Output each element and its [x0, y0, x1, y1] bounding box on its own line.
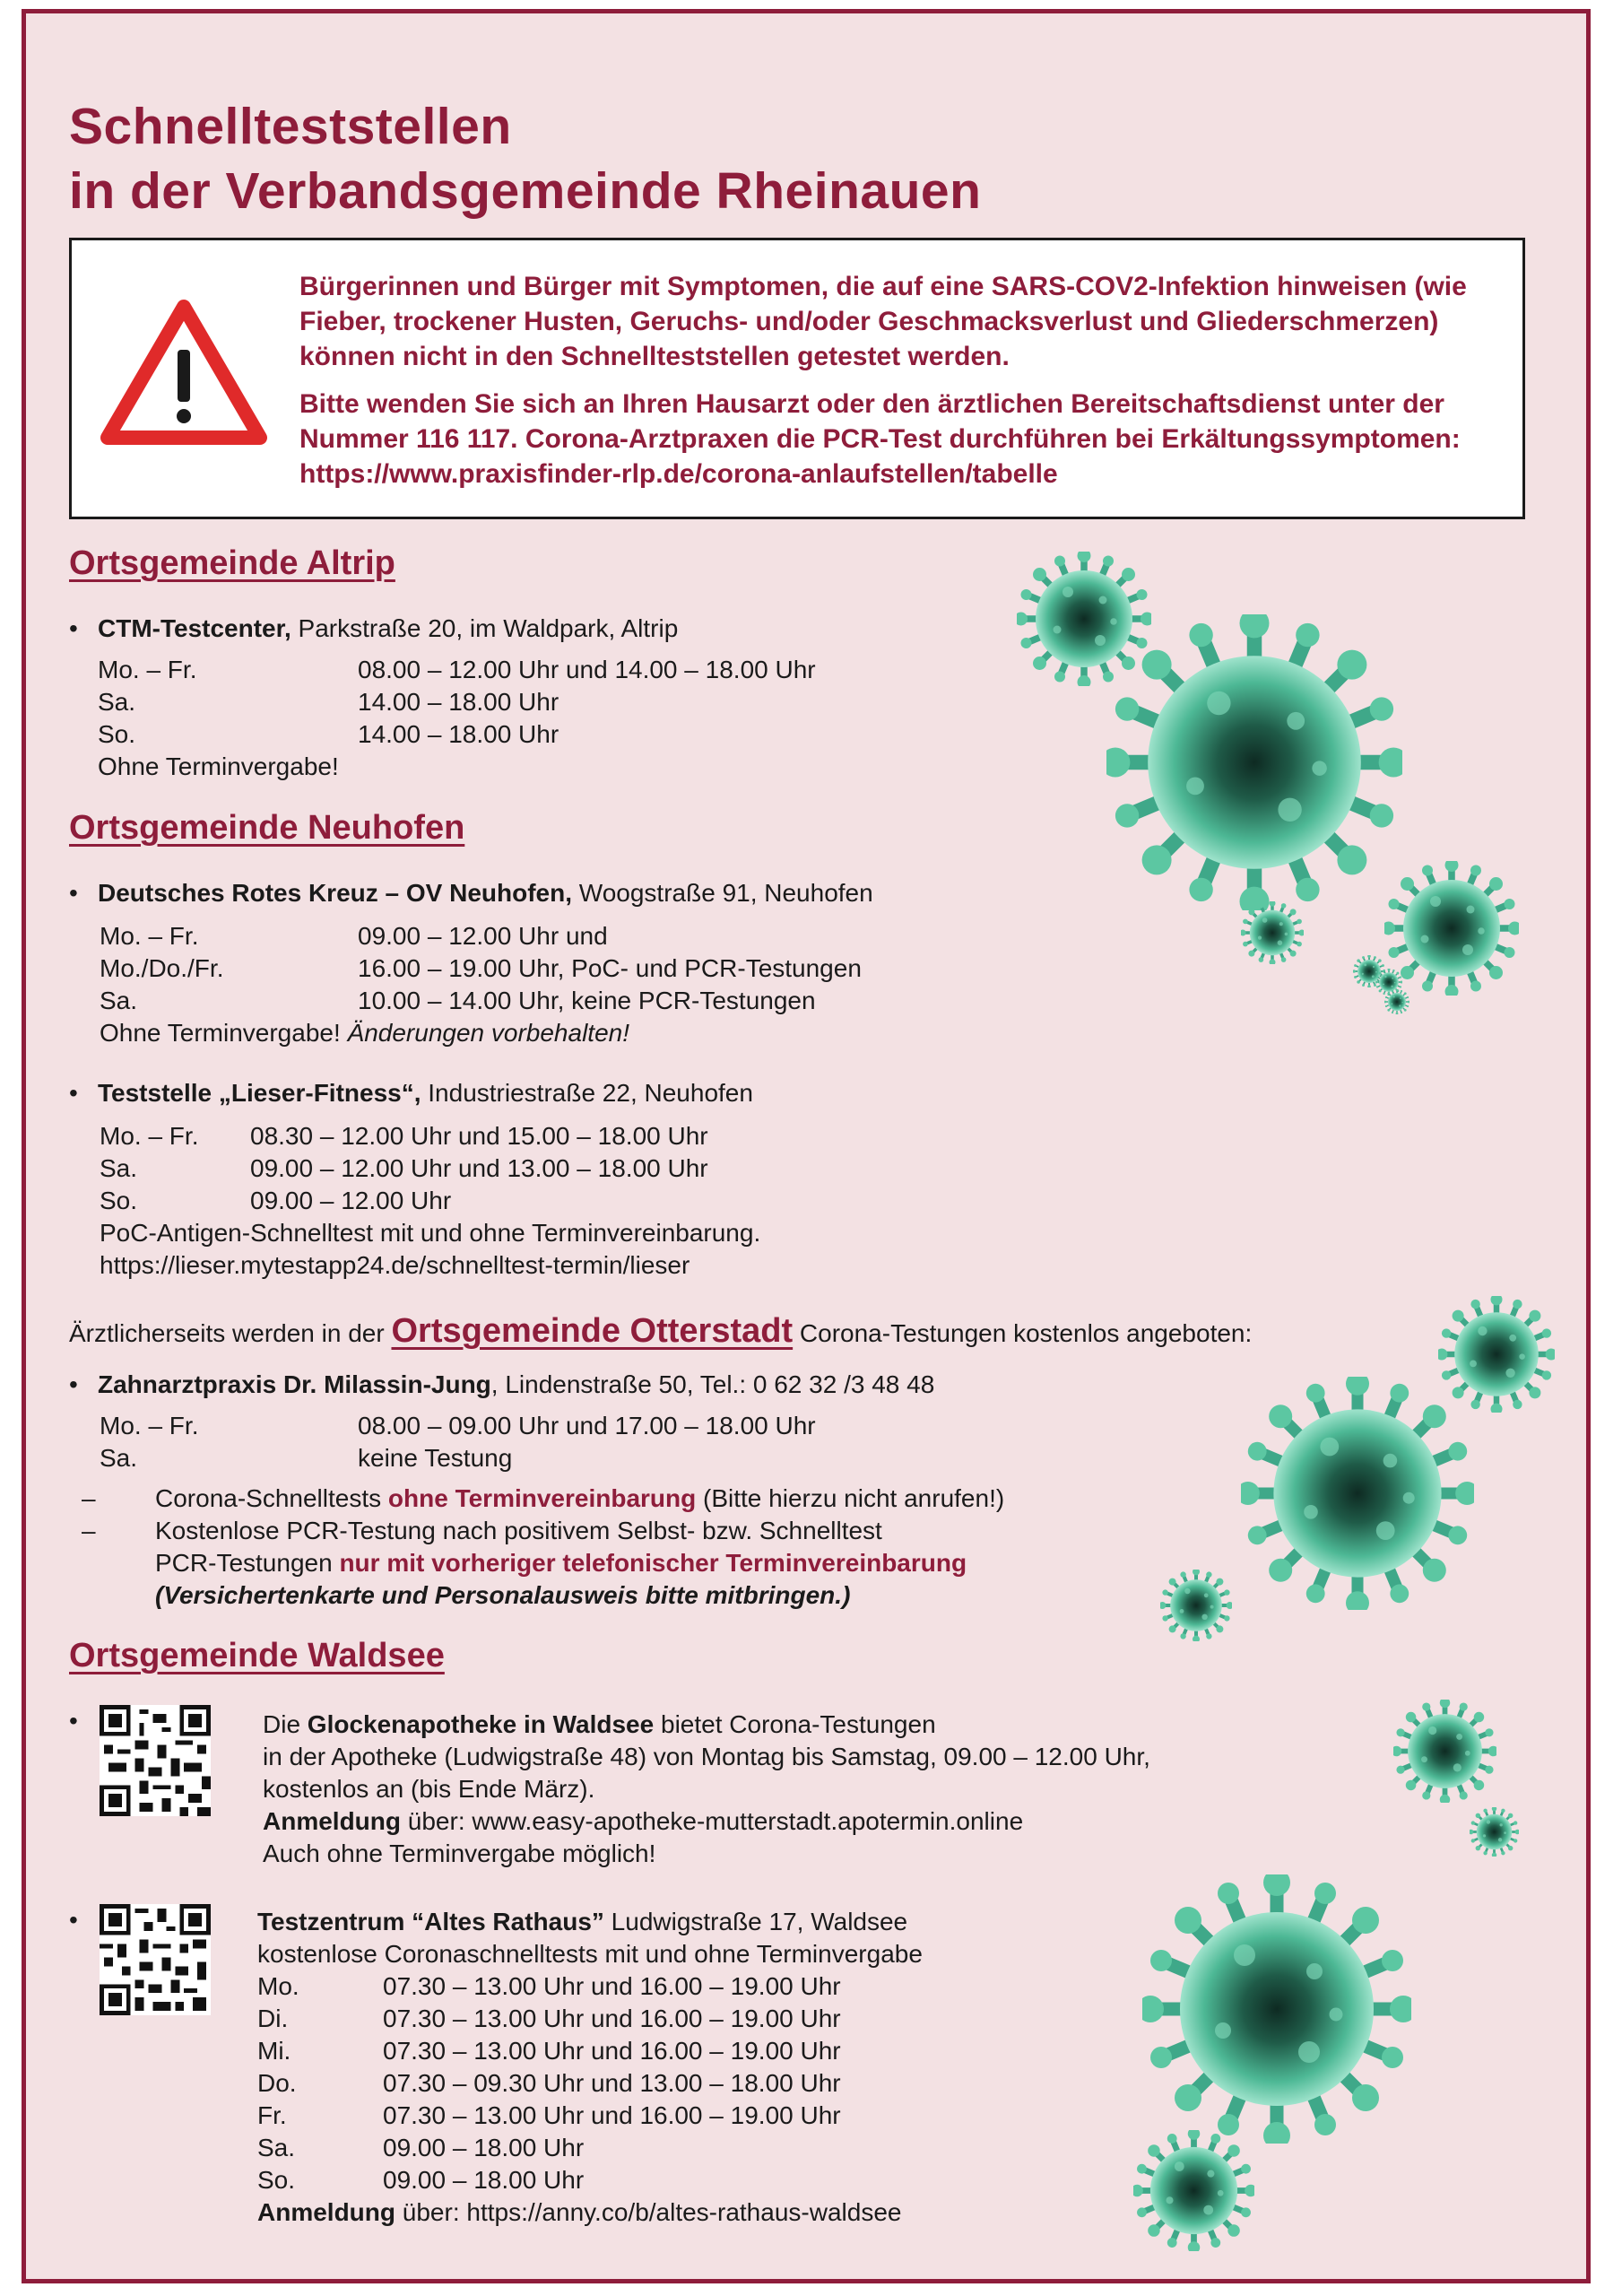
bullet: • — [69, 1079, 78, 1107]
otterstadt-intro-pre: Ärztlicherseits werden in der — [69, 1319, 392, 1347]
virus-icon — [1384, 989, 1409, 1014]
otterstadt-intro — [69, 1309, 1252, 1356]
virus-icon — [1470, 1807, 1519, 1857]
hours-time: 08.00 – 09.00 Uhr und 17.00 – 18.00 Uhr — [358, 1412, 816, 1439]
hours-day: So. — [257, 2166, 296, 2194]
hours-ctm — [98, 654, 905, 783]
hours-time: keine Testung — [358, 1444, 513, 1472]
note-bring-documents: (Versichertenkarte und Personalausweis bitte mitbringen.) — [155, 1581, 851, 1609]
bullet: • — [69, 1707, 78, 1735]
hours-time: 09.00 – 12.00 Uhr und 13.00 – 18.00 Uhr — [250, 1154, 708, 1182]
hours-time: 07.30 – 13.00 Uhr und 16.00 – 19.00 Uhr — [383, 2101, 841, 2129]
hours-drk — [100, 920, 996, 1049]
hours-day: Mo. – Fr. — [98, 656, 197, 683]
hours-time: 14.00 – 18.00 Uhr — [358, 688, 559, 716]
hours-day: Mi. — [257, 2037, 291, 2065]
virus-icon — [1106, 614, 1402, 910]
virus-icon — [1241, 1377, 1474, 1610]
hours-day: So. — [98, 720, 136, 748]
hours-day: Sa. — [98, 688, 136, 716]
zahnarzt-name: Zahnarztpraxis Dr. Milassin-Jung — [98, 1370, 491, 1398]
glocken-registration-label: Anmeldung — [263, 1807, 401, 1835]
warning-paragraph-contact: Bitte wenden Sie sich an Ihren Hausarzt oder den ärztlichen Bereitschaftsdienst unter der Nummer 116 117. Corona-Arztpraxen die PCR-Test durchführen bei Erkältungssymptomen: https://www.praxisfinder-rlp.de/corona-anlaufstellen/tabelle — [299, 389, 1461, 489]
hours-time: 16.00 – 19.00 Uhr, PoC- und PCR-Testungen — [358, 954, 862, 982]
zahnarzt-address: , Lindenstraße 50, Tel.: 0 62 32 /3 48 48 — [490, 1370, 935, 1398]
bullet: • — [69, 1370, 78, 1398]
virus-icon — [1133, 2130, 1254, 2251]
hours-day: Mo. — [257, 1972, 299, 2000]
lieser-booking-link[interactable]: https://lieser.mytestapp24.de/schnelltest-termin/lieser — [100, 1251, 690, 1279]
title-line-2: in der Verbandsgemeinde Rheinauen — [69, 162, 982, 220]
hours-time: 07.30 – 13.00 Uhr und 16.00 – 19.00 Uhr — [383, 2005, 841, 2032]
bullet: • — [69, 879, 78, 907]
hours-day: Sa. — [100, 1444, 138, 1472]
hours-day: Do. — [257, 2069, 297, 2097]
warning-box — [69, 238, 1525, 519]
qr-code-altes-rathaus[interactable] — [100, 1904, 211, 2015]
hours-time: 08.00 – 12.00 Uhr und 14.00 – 18.00 Uhr — [358, 656, 816, 683]
heading-otterstadt: Ortsgemeinde Otterstadt — [391, 1312, 794, 1350]
heading-neuhofen: Ortsgemeinde Neuhofen — [69, 809, 465, 847]
hours-time: 09.00 – 12.00 Uhr — [250, 1187, 452, 1214]
virus-icon — [1393, 1700, 1496, 1803]
hours-day: Fr. — [257, 2101, 287, 2129]
hours-day: Sa. — [257, 2134, 296, 2161]
hours-lieser — [100, 1120, 996, 1282]
hours-zahnarzt — [100, 1410, 996, 1474]
note-no-appointment: Ohne Terminvergabe! — [98, 752, 339, 780]
note-rapid-test: Corona-Schnelltests — [155, 1484, 388, 1512]
note-pcr-test: Kostenlose PCR-Testung nach positivem Selbst- bzw. Schnelltest — [155, 1517, 882, 1544]
hours-time: 07.30 – 13.00 Uhr und 16.00 – 19.00 Uhr — [383, 2037, 841, 2065]
note-rapid-test-post: (Bitte hierzu nicht anrufen!) — [696, 1484, 1005, 1512]
glocken-post: bietet Corona-Testungen — [654, 1710, 936, 1738]
hours-day: Mo./Do./Fr. — [100, 954, 224, 982]
warning-text — [299, 269, 1519, 504]
ctm-address: Parkstraße 20, im Waldpark, Altrip — [291, 614, 679, 642]
lieser-name: Teststelle „Lieser-Fitness“, — [98, 1079, 421, 1107]
rathaus-registration-link[interactable]: über: https://anny.co/b/altes-rathaus-waldsee — [395, 2198, 902, 2226]
virus-icon — [1160, 1570, 1232, 1641]
flyer-page — [22, 9, 1591, 2283]
bullet: • — [69, 1906, 78, 1934]
note-changes-reserved: Änderungen vorbehalten! — [347, 1019, 629, 1047]
hours-day: Mo. – Fr. — [100, 922, 199, 950]
qr-code-glockenapotheke[interactable] — [100, 1705, 211, 1816]
note-no-appointment: Ohne Terminvergabe! — [100, 1019, 348, 1047]
hours-time: 07.30 – 09.30 Uhr und 13.00 – 18.00 Uhr — [383, 2069, 841, 2097]
note-rapid-test-highlight: ohne Terminvereinbarung — [387, 1484, 697, 1512]
hours-day: Sa. — [100, 1154, 138, 1182]
note-pcr-highlight: nur mit vorheriger telefonischer Terminvereinbarung — [339, 1549, 967, 1577]
hours-time: 09.00 – 12.00 Uhr und — [358, 922, 608, 950]
glocken-no-appointment: Auch ohne Terminvergabe möglich! — [263, 1839, 656, 1867]
rathaus-description: kostenlose Coronaschnelltests mit und ohne Terminvergabe — [257, 1940, 923, 1968]
warning-paragraph-symptoms: Bürgerinnen und Bürger mit Symptomen, die auf eine SARS-COV2-Infektion hinweisen (wie Fieber, trockener Husten, Geruchs- und/oder Geschmacksverlust und Gliederschmerzen) können nicht in den Schnellteststellen getestet werden. — [299, 272, 1467, 371]
hours-time: 09.00 – 18.00 Uhr — [383, 2166, 585, 2194]
glocken-location-hours: in der Apotheke (Ludwigstraße 48) von Montag bis Samstag, 09.00 – 12.00 Uhr, — [263, 1743, 1150, 1770]
hours-time: 14.00 – 18.00 Uhr — [358, 720, 559, 748]
glockenapotheke-text — [263, 1709, 1339, 1870]
glocken-free: kostenlos an (bis Ende März). — [263, 1775, 595, 1803]
virus-icon — [1142, 1874, 1411, 2144]
glocken-name: Glockenapotheke in Waldsee — [307, 1710, 655, 1738]
virus-icon — [1241, 901, 1304, 964]
heading-altrip: Ortsgemeinde Altrip — [69, 544, 395, 582]
dash: – — [82, 1484, 96, 1512]
page-title — [69, 94, 981, 223]
drk-address: Woogstraße 91, Neuhofen — [572, 879, 873, 907]
hours-day: Mo. – Fr. — [100, 1122, 199, 1150]
ctm-name: CTM-Testcenter, — [98, 614, 291, 642]
dash: – — [82, 1517, 96, 1544]
virus-icon — [1384, 861, 1519, 996]
hours-time: 10.00 – 14.00 Uhr, keine PCR-Testungen — [358, 987, 816, 1014]
title-line-1: Schnellteststellen — [69, 98, 512, 155]
hours-day: Mo. – Fr. — [100, 1412, 199, 1439]
rathaus-name: Testzentrum “Altes Rathaus” — [257, 1908, 604, 1935]
drk-name: Deutsches Rotes Kreuz – OV Neuhofen, — [98, 879, 573, 907]
warning-triangle-icon — [99, 296, 269, 448]
zahnarzt-notes — [82, 1483, 1158, 1612]
bullet: • — [69, 614, 78, 642]
hours-time: 09.00 – 18.00 Uhr — [383, 2134, 585, 2161]
hours-day: Di. — [257, 2005, 289, 2032]
hours-time: 08.30 – 12.00 Uhr und 15.00 – 18.00 Uhr — [250, 1122, 708, 1150]
rathaus-address: Ludwigstraße 17, Waldsee — [603, 1908, 908, 1935]
glocken-registration-link[interactable]: über: www.easy-apotheke-mutterstadt.apotermin.online — [401, 1807, 1024, 1835]
lieser-address: Industriestraße 22, Neuhofen — [421, 1079, 753, 1107]
lieser-note: PoC-Antigen-Schnelltest mit und ohne Terminvereinbarung. — [100, 1219, 761, 1247]
rathaus-registration-label: Anmeldung — [257, 2198, 395, 2226]
glocken-pre: Die — [263, 1710, 308, 1738]
hours-day: Sa. — [100, 987, 138, 1014]
hours-day: So. — [100, 1187, 138, 1214]
note-pcr-pre: PCR-Testungen — [155, 1549, 340, 1577]
heading-waldsee: Ortsgemeinde Waldsee — [69, 1637, 445, 1674]
otterstadt-intro-post: Corona-Testungen kostenlos angeboten: — [793, 1319, 1253, 1347]
hours-time: 07.30 – 13.00 Uhr und 16.00 – 19.00 Uhr — [383, 1972, 841, 2000]
